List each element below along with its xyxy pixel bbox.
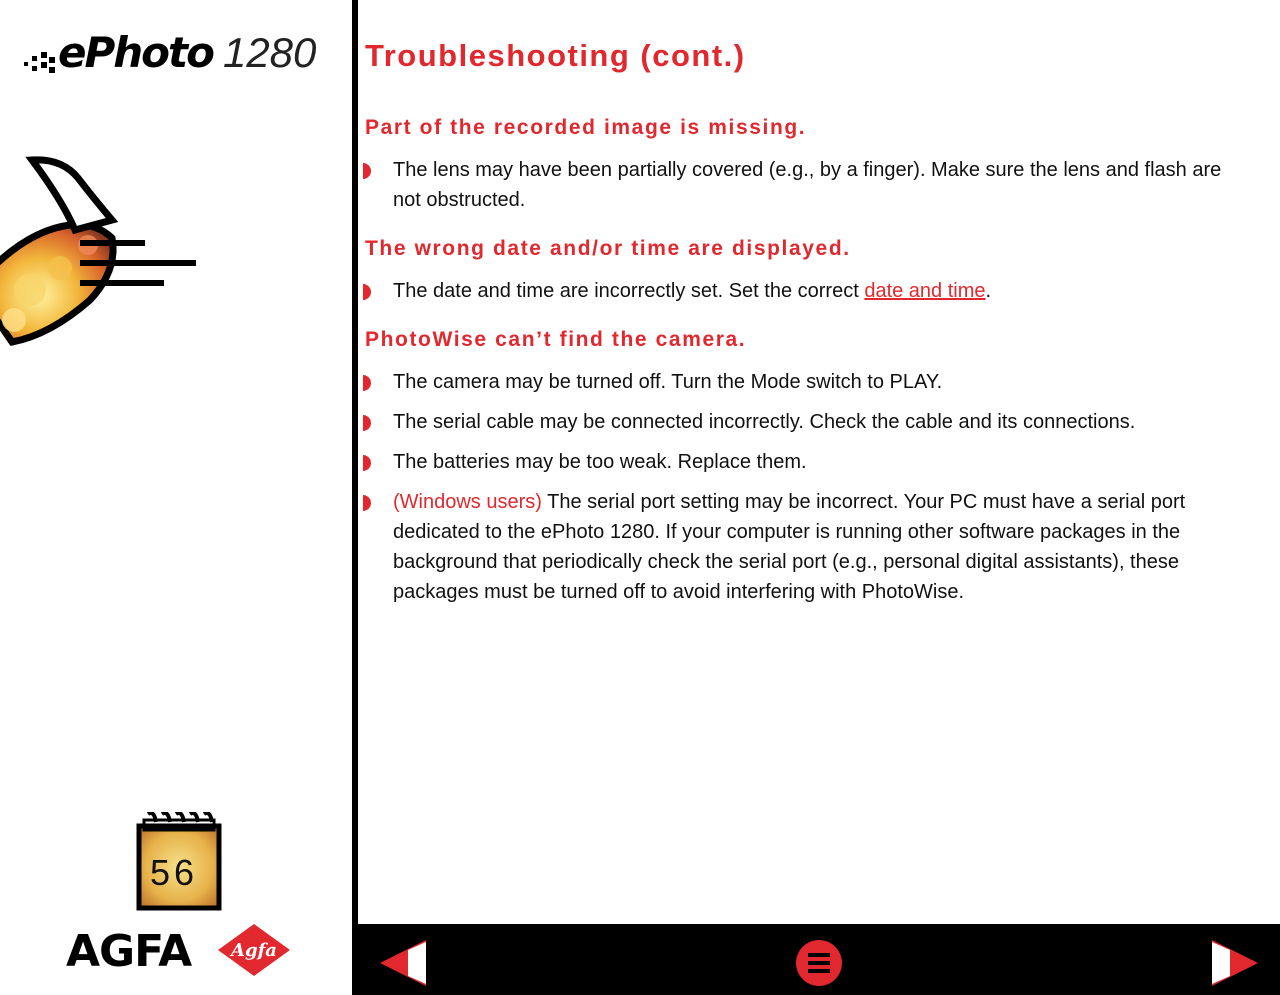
date-and-time-link[interactable]: date and time [864, 280, 986, 302]
brand-name: ePhoto [58, 28, 213, 77]
arrow-right-icon[interactable] [1210, 938, 1260, 988]
list-item [393, 155, 1245, 215]
section-heading: PhotoWise can’t find the camera. [365, 328, 747, 351]
item-text-before: The date and time are incorrectly set. Set the correct [393, 280, 865, 302]
svg-text:Agfa: Agfa [231, 940, 277, 961]
page-title: Troubleshooting (cont.) [365, 38, 746, 73]
bullet-icon [363, 163, 373, 179]
arrow-left-icon[interactable] [378, 938, 428, 988]
item-text: The batteries may be too weak. Replace them. [393, 451, 807, 473]
bullet-icon [363, 455, 373, 471]
agfa-logo [216, 922, 292, 978]
item-text: The camera may be turned off. Turn the Mode switch to PLAY. [393, 371, 943, 393]
item-text: The serial cable may be connected incorrectly. Check the cable and its connections. [393, 411, 1136, 433]
list-item [393, 407, 1245, 437]
menu-icon[interactable] [795, 939, 843, 987]
section-heading: Part of the recorded image is missing. [365, 116, 807, 139]
bullet-icon [363, 284, 373, 300]
item-text-body: The serial port setting may be incorrect. Your PC must have a serial port dedicated to the ePhoto 1280. If your computer is running other software packages in the background that periodically check the serial port (e.g., personal digital assistants), these packages must be turned off to avoid interfering with PhotoWise. [393, 491, 1186, 603]
vertical-divider [352, 0, 358, 995]
windows-users-label: (Windows users) [393, 491, 542, 513]
company-wordmark: AGFA [66, 926, 192, 977]
list-item [393, 276, 1245, 306]
page-number: 56 [150, 852, 199, 893]
navigation-bar [358, 924, 1280, 995]
section-heading: The wrong date and/or time are displayed. [365, 237, 851, 260]
item-text: The lens may have been partially covered (e.g., by a finger). Make sure the lens and flash are not obstructed. [393, 159, 1222, 211]
bullet-icon [363, 375, 373, 391]
item-text [393, 487, 1245, 607]
bullet-icon [363, 415, 373, 431]
sidebar [0, 0, 352, 995]
film-strip-graphic [0, 150, 210, 350]
speed-dots-icon [22, 50, 56, 76]
list-item [393, 447, 1245, 477]
list-item [393, 487, 1245, 607]
product-logo [22, 28, 316, 78]
list-item [393, 367, 1245, 397]
bullet-icon [363, 495, 373, 511]
item-text [393, 276, 1245, 306]
brand-model: 1280 [222, 29, 317, 76]
item-text-after: . [985, 280, 992, 302]
